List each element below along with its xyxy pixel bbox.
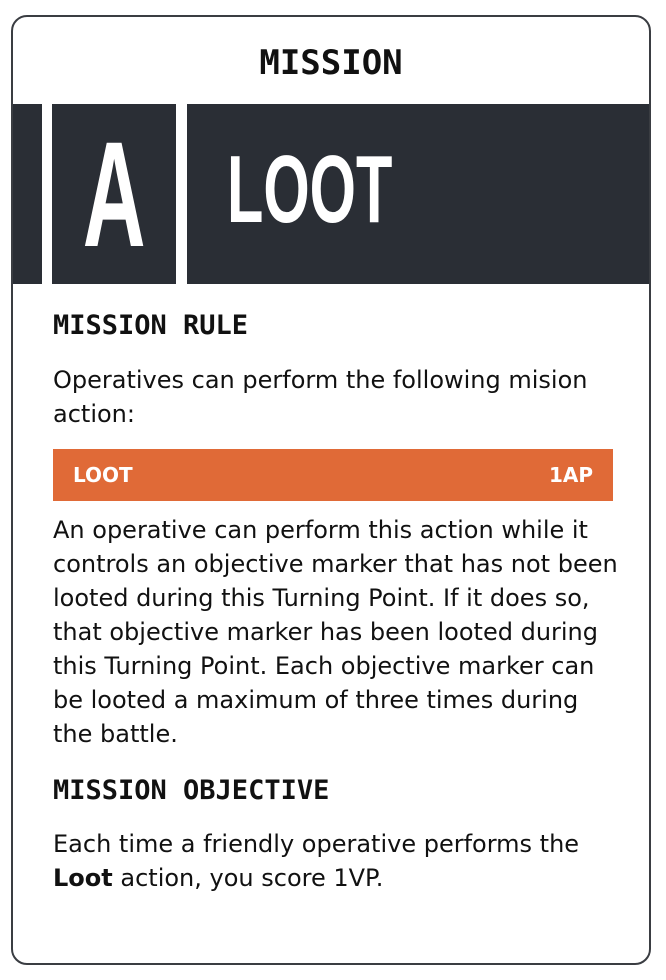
mission-objective-heading: MISSION OBJECTIVE (53, 775, 330, 806)
objective-text-after: action, you score 1VP. (112, 864, 384, 892)
action-name: LOOT (73, 463, 133, 487)
card-title: MISSION (259, 43, 403, 83)
mission-name-box (187, 104, 651, 284)
action-cost: 1AP (548, 463, 593, 487)
objective-action-name: Loot (53, 864, 113, 892)
mission-banner (13, 104, 651, 284)
banner-stub (13, 104, 42, 284)
mission-card (11, 15, 651, 965)
action-bar (53, 449, 613, 501)
mission-rule-intro: Operatives can perform the following mision action: (53, 366, 588, 428)
mission-letter: A (82, 110, 146, 278)
mission-name: LOOT (227, 136, 393, 243)
mission-objective-text (53, 827, 623, 895)
mission-rule-heading: MISSION RULE (53, 310, 249, 341)
mission-letter-box (52, 104, 176, 284)
objective-text-before: Each time a friendly operative performs the (53, 830, 580, 858)
action-description: An operative can perform this action while it controls an objective marker that has not been looted during this Turning Point. If it does so, that objective marker has been looted during this Turning Point. Each objective marker can be looted a maximum of three times during the battle. (53, 516, 618, 748)
